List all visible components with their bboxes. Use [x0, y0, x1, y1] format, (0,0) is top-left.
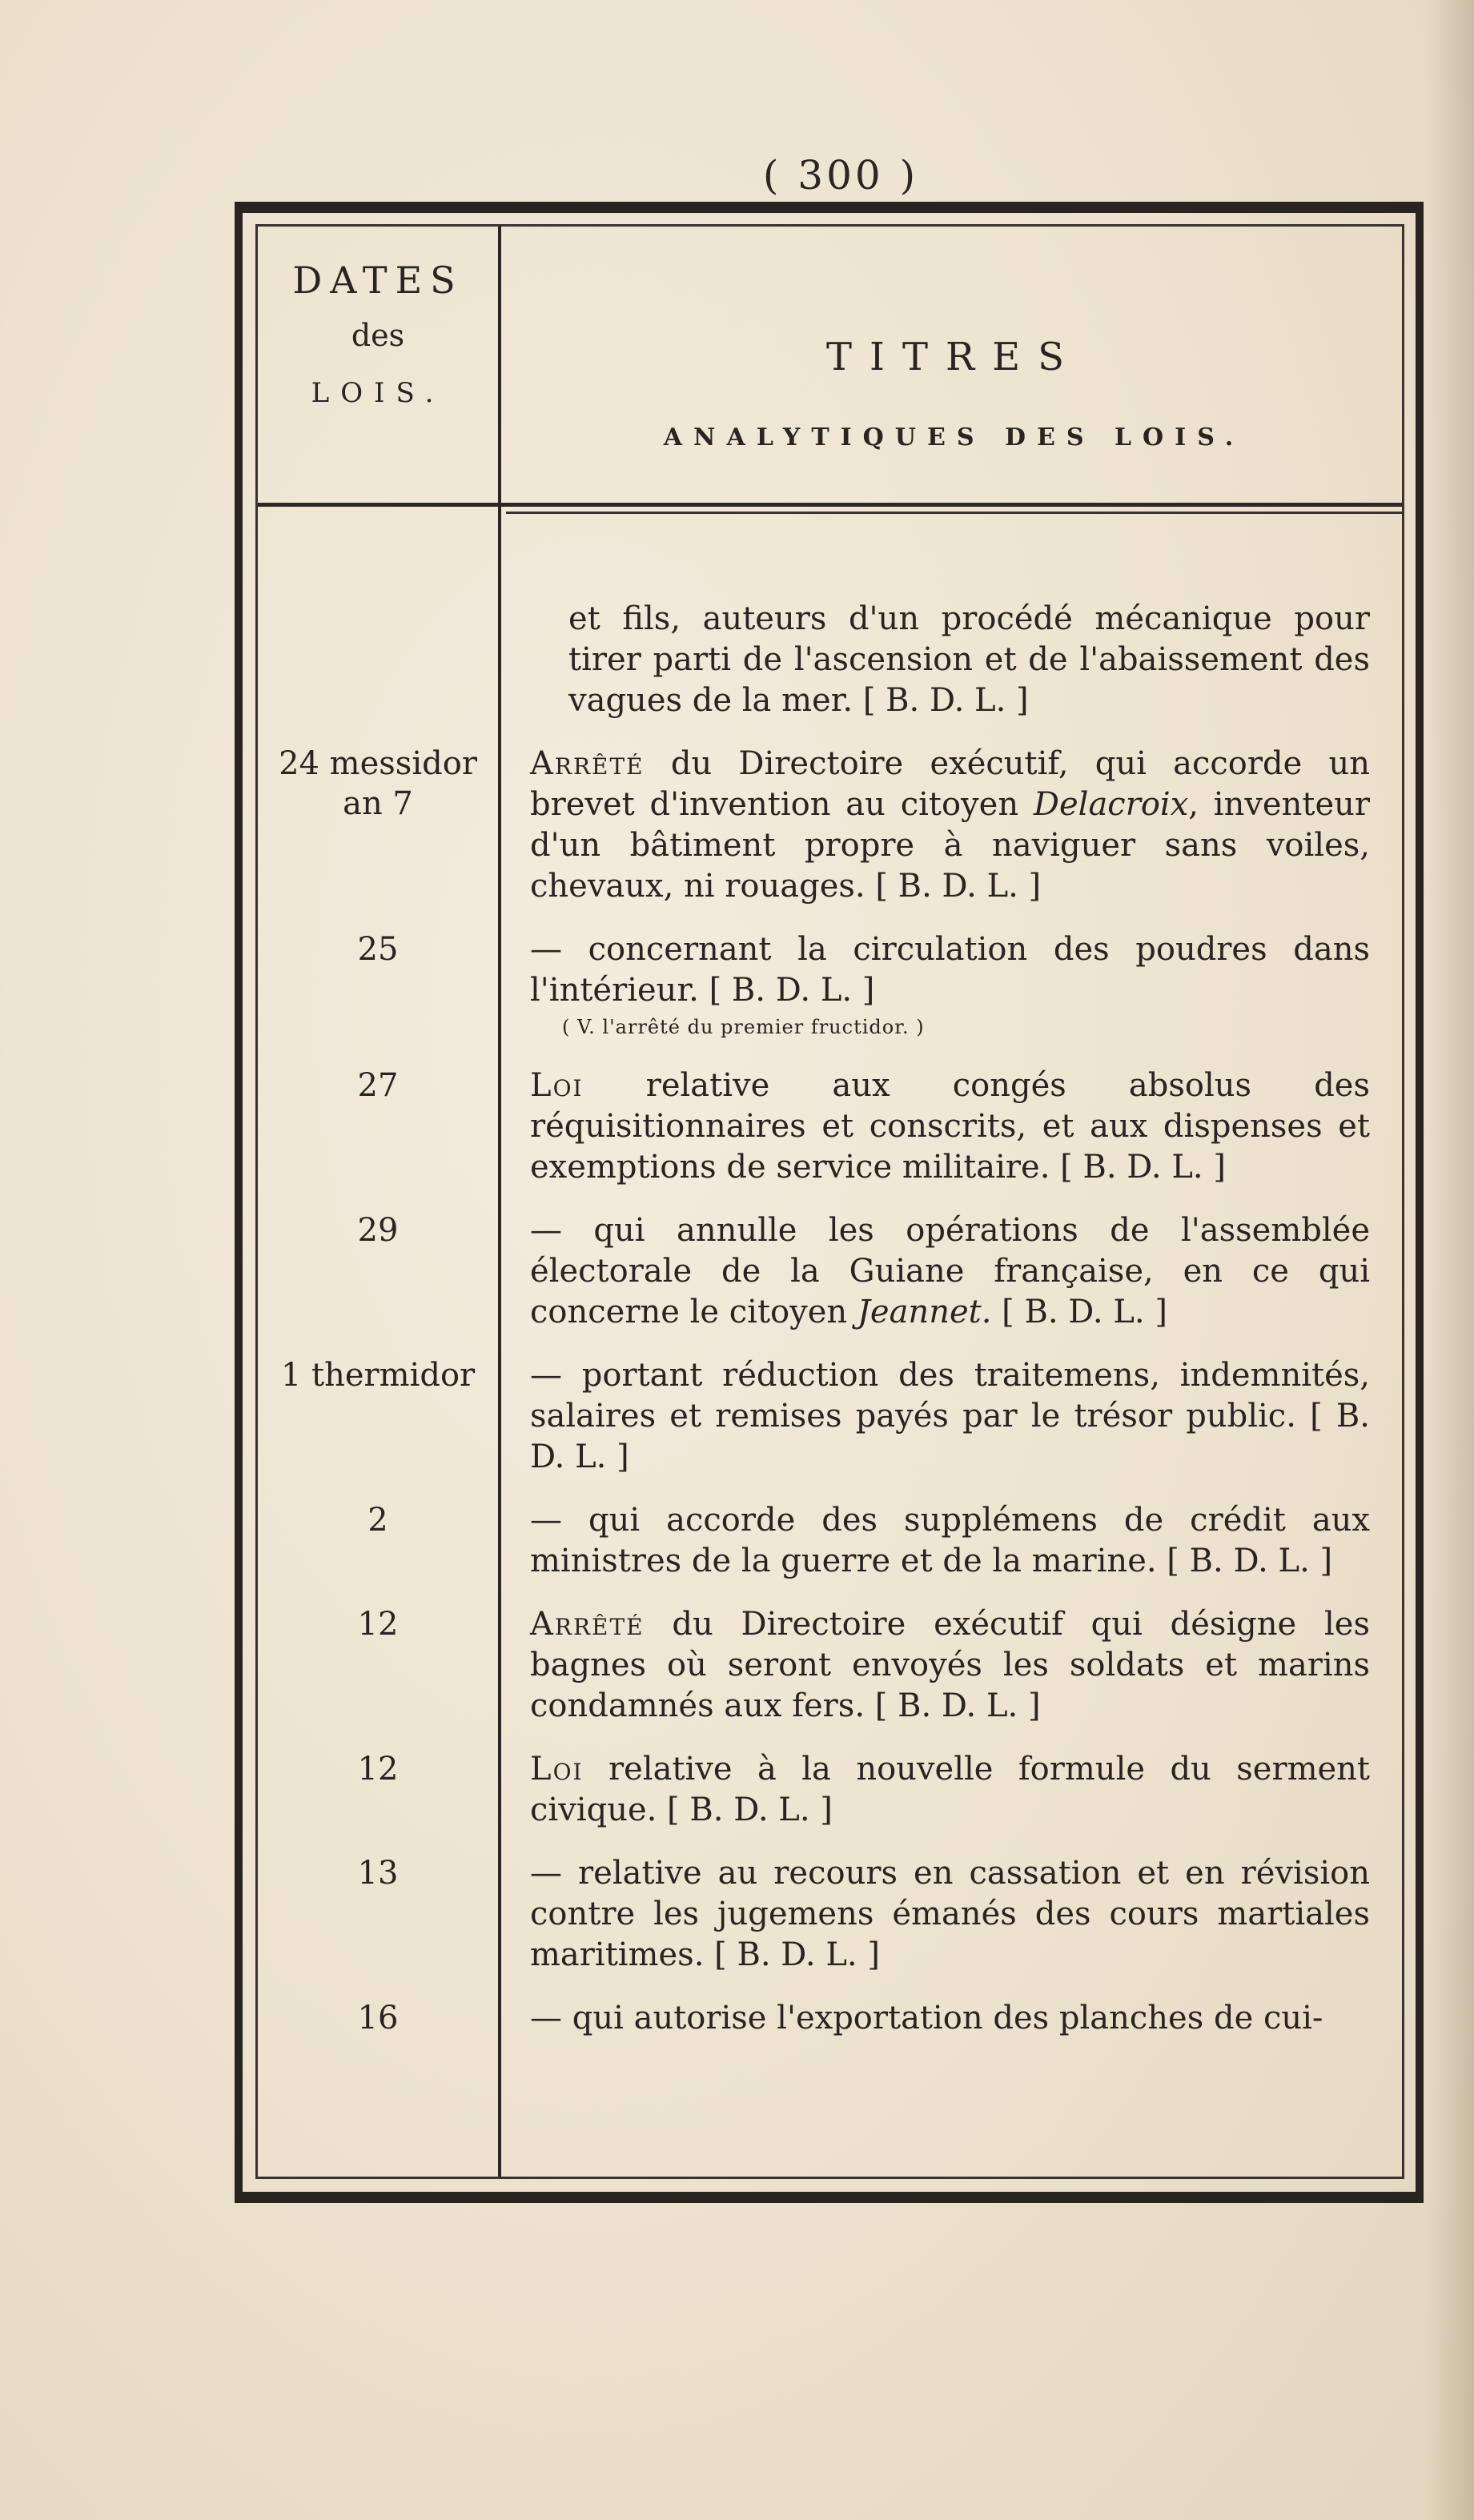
law-entry: [258, 1998, 1402, 2039]
law-entry: [258, 1749, 1402, 1831]
law-entry: [258, 929, 1402, 1043]
page-edge-shadow: [1426, 0, 1474, 2520]
entry-date: 27: [357, 1067, 399, 1104]
page-number: ( 300 ): [762, 152, 919, 199]
titles-header-line2: ANALYTIQUES DES LOIS.: [663, 423, 1245, 451]
titles-header-line1: TITRES: [825, 335, 1082, 379]
law-entry: [258, 1355, 1402, 1478]
entry-text: Loi relative aux congés absolus des réquisitionnaires et conscrits, et aux dispenses et exemptions de service militaire. [ B. D. L. ]: [530, 1067, 1370, 1186]
entry-text: — concernant la circulation des poudres dans l'intérieur. [ B. D. L. ]: [530, 931, 1370, 1009]
entry-text: Arrêté du Directoire exécutif, qui accorde un brevet d'invention au citoyen Delacroix, inventeur d'un bâtiment propre à naviguer sans voiles, chevaux, ni rouages. [ B. D. L. ]: [530, 745, 1370, 905]
header-rule-secondary: [506, 512, 1402, 514]
entry-date: 16: [357, 2000, 399, 2036]
entry-note: ( V. l'arrêté du premier fructidor. ): [562, 1016, 925, 1038]
entry-text: — qui annulle les opérations de l'assemblée électorale de la Guiane française, en ce qui concerne le citoyen Jeannet. [ B. D. L. ]: [530, 1212, 1370, 1330]
dates-header-line1: DATES: [292, 259, 464, 302]
entry-text: — portant réduction des traitemens, indemnités, salaires et remises payés par le trésor public. [ B. D. L. ]: [530, 1357, 1370, 1475]
entry-date: 29: [357, 1212, 399, 1249]
entry-date: 1 thermidor: [280, 1357, 476, 1394]
law-entry: [258, 1210, 1402, 1333]
entry-text: — relative au recours en cassation et en révision contre les jugemens émanés des cours martiales maritimes. [ B. D. L. ]: [530, 1855, 1370, 1973]
law-entry: [258, 1065, 1402, 1188]
entry-date: 13: [357, 1855, 399, 1892]
entry-date: 12: [357, 1751, 399, 1788]
dates-header-line3: LOIS.: [311, 377, 445, 409]
entry-text: Loi relative à la nouvelle formule du serment civique. [ B. D. L. ]: [530, 1751, 1370, 1828]
dates-header-line2: des: [351, 318, 405, 353]
entry-text: — qui accorde des supplémens de crédit aux ministres de la guerre et de la marine. [ B. D. L. ]: [530, 1502, 1370, 1579]
entry-text: — qui autorise l'exportation des planches de cui-: [530, 2000, 1323, 2036]
entry-text: et fils, auteurs d'un procédé mécanique pour tirer parti de l'ascension et de l'abaissement des vagues de la mer. [ B. D. L. ]: [568, 600, 1370, 719]
law-entry: [258, 1853, 1402, 1976]
header-rule: [258, 503, 1402, 507]
entry-text: Arrêté du Directoire exécutif qui désigne les bagnes où seront envoyés les soldats et marins condamnés aux fers. [ B. D. L. ]: [530, 1606, 1370, 1724]
law-entries: [258, 599, 1402, 2039]
dates-column-header: [258, 259, 498, 409]
titles-column-header: [506, 335, 1402, 451]
table-inner-frame: [255, 224, 1404, 2179]
entry-date: 12: [357, 1606, 399, 1643]
law-entry: [258, 1604, 1402, 1727]
law-entry: [258, 599, 1402, 721]
entry-date: 25: [357, 931, 399, 968]
entry-date: 24 messidor an 7: [279, 745, 477, 822]
entry-date: 2: [367, 1502, 388, 1539]
law-entry: [258, 744, 1402, 907]
table-frame: [235, 202, 1424, 2203]
law-entry: [258, 1500, 1402, 1582]
